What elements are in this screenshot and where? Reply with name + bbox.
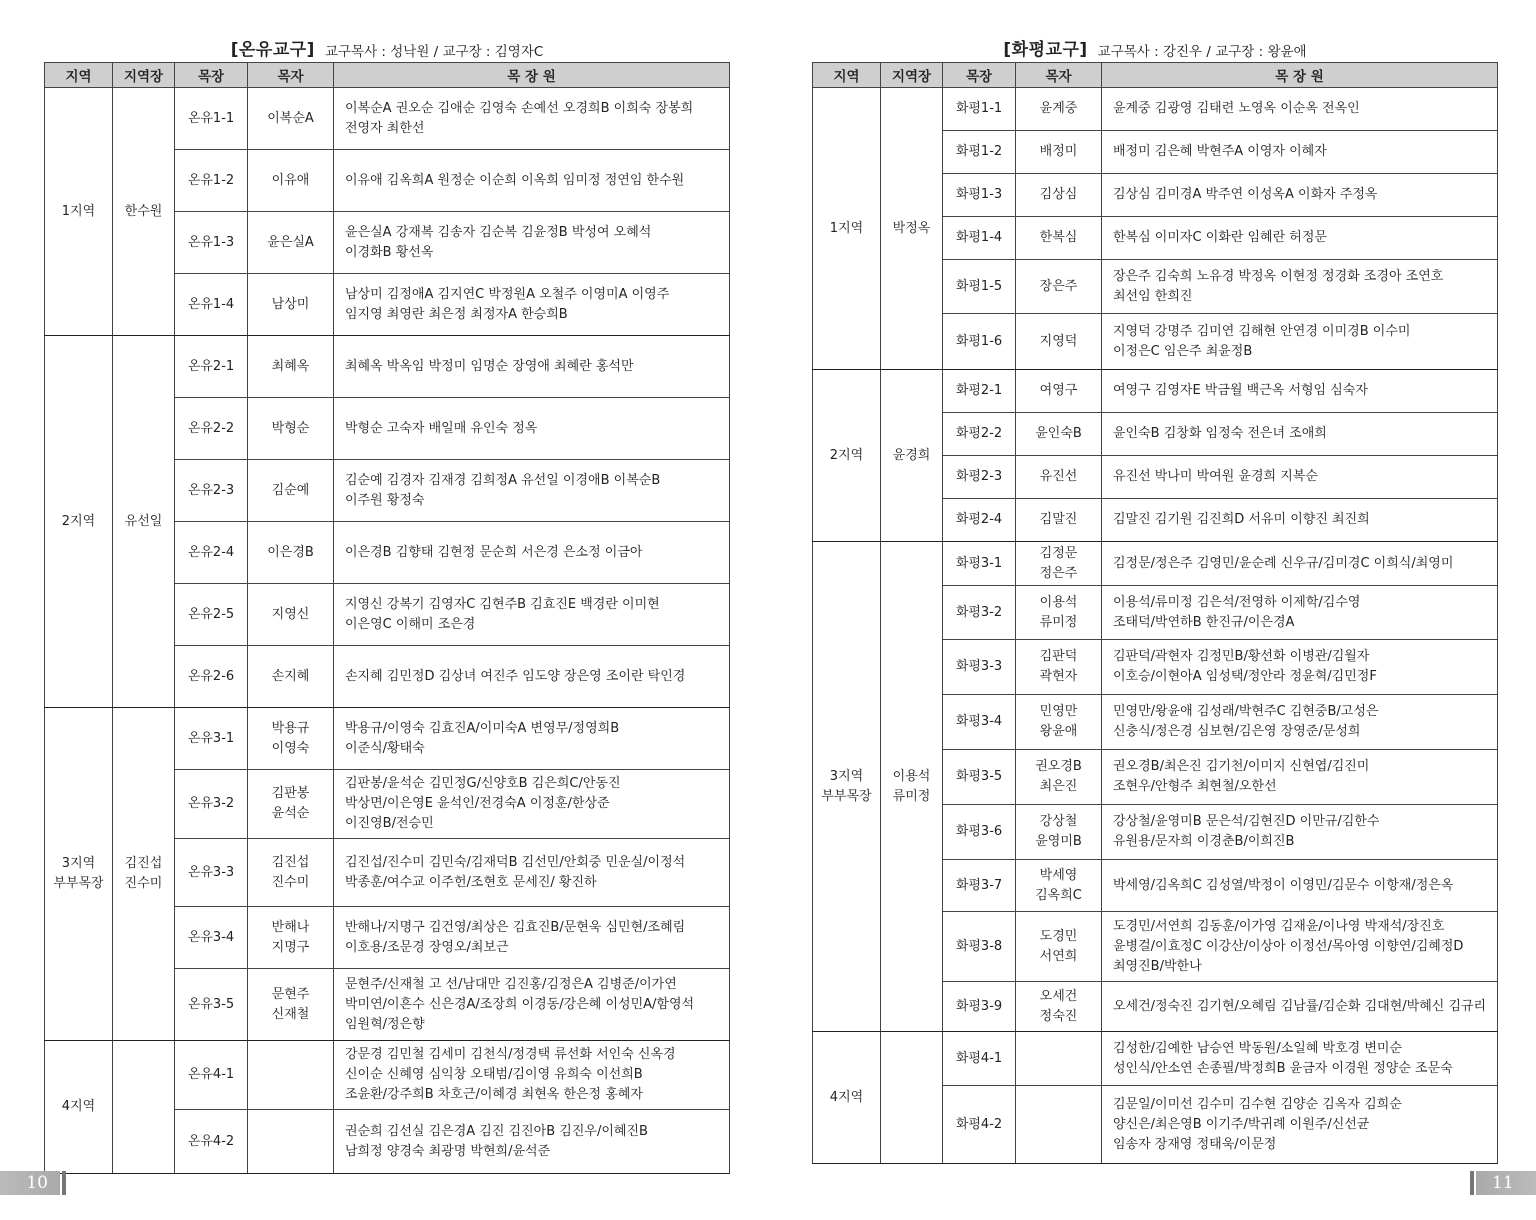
table-row	[813, 542, 1498, 586]
cell-pastor: 강상철 윤영미B	[1016, 805, 1102, 860]
cell-name: 온유3-3	[175, 839, 248, 907]
cell-name: 화평1-6	[943, 314, 1016, 370]
district-leaders: 교구목사 : 강진우 / 교구장 : 왕윤애	[1097, 44, 1307, 60]
area-leader	[113, 1041, 175, 1174]
cell-pastor: 유진선	[1016, 456, 1102, 499]
cell-pastor: 문현주 신재철	[248, 969, 334, 1041]
cell-name: 온유2-3	[175, 460, 248, 522]
cell-pastor: 반해나 지명구	[248, 907, 334, 969]
district-leaders: 교구목사 : 성낙원 / 교구장 : 김영자C	[324, 44, 544, 60]
cell-members: 강문경 김민철 김세미 김천식/정경택 류선화 서인숙 신옥경 신이순 신혜영 심익창 오태범/김이영 유희숙 이선희B 조윤환/강주희B 차호근/이혜경 최현옥 한은정 홍혜자	[334, 1041, 730, 1110]
cell-name: 화평4-2	[943, 1086, 1016, 1164]
page-number-right: 11	[1476, 1171, 1536, 1195]
cell-name: 온유3-1	[175, 708, 248, 770]
cell-members: 민영만/왕윤애 김성래/박현주C 김현중B/고성은 신충식/정은경 심보현/김은영 장영준/문성희	[1102, 695, 1498, 750]
header-area: 지역	[45, 63, 113, 88]
cell-members: 이은경B 김향태 김현정 문순희 서은경 은소정 이금아	[334, 522, 730, 584]
cell-name: 온유2-2	[175, 398, 248, 460]
cell-pastor: 김순예	[248, 460, 334, 522]
cell-members: 김말진 김기원 김진희D 서유미 이향진 최진희	[1102, 499, 1498, 542]
cell-members: 한복심 이미자C 이화란 임혜란 허정문	[1102, 217, 1498, 260]
cell-name: 화평3-2	[943, 586, 1016, 640]
cell-members: 윤은실A 강재복 김송자 김순복 김윤정B 박성여 오혜석 이경화B 황선옥	[334, 212, 730, 274]
cell-members: 최혜옥 박옥임 박정미 임명순 장영애 최혜란 홍석만	[334, 336, 730, 398]
cell-pastor	[1016, 1032, 1102, 1086]
cell-pastor: 지영덕	[1016, 314, 1102, 370]
cell-name: 온유2-4	[175, 522, 248, 584]
cell-name: 온유1-3	[175, 212, 248, 274]
table-row	[45, 88, 730, 150]
cell-name: 화평1-1	[943, 88, 1016, 131]
cell-pastor: 배정미	[1016, 131, 1102, 174]
page-number-left: 10	[0, 1171, 60, 1195]
cell-name: 온유4-1	[175, 1041, 248, 1110]
cell-members: 남상미 김정애A 김지연C 박정원A 오철주 이영미A 이영주 임지영 최영란 최은정 최정자A 한승희B	[334, 274, 730, 336]
cell-members: 이복순A 권오순 김애순 김영숙 손예선 오경희B 이희숙 장봉희 전영자 최한선	[334, 88, 730, 150]
cell-pastor: 여영구	[1016, 370, 1102, 413]
header-pastor: 목자	[248, 63, 334, 88]
cell-name: 화평1-3	[943, 174, 1016, 217]
area-leader	[881, 1032, 943, 1164]
area-leader: 한수원	[113, 88, 175, 336]
cell-pastor: 손지혜	[248, 646, 334, 708]
header-cell: 목장	[943, 63, 1016, 88]
cell-name: 온유2-1	[175, 336, 248, 398]
area-leader: 유선일	[113, 336, 175, 708]
table-row	[813, 88, 1498, 131]
cell-name: 온유2-5	[175, 584, 248, 646]
cell-members: 김진섭/진수미 김민숙/김재덕B 김선민/안회중 민운실/이정석 박종훈/여수교 이주헌/조현호 문세진/ 황진하	[334, 839, 730, 907]
cell-pastor: 이복순A	[248, 88, 334, 150]
cell-name: 화평2-4	[943, 499, 1016, 542]
cell-members: 오세건/정숙진 김기현/오혜림 김남률/김순화 김대현/박혜신 김규리	[1102, 982, 1498, 1032]
cell-name: 화평4-1	[943, 1032, 1016, 1086]
cell-pastor	[248, 1041, 334, 1110]
cell-members: 윤계중 김광영 김태련 노영옥 이순옥 전옥인	[1102, 88, 1498, 131]
cell-members: 박형순 고숙자 배일매 유인숙 정옥	[334, 398, 730, 460]
cell-name: 화평3-3	[943, 640, 1016, 695]
cell-table-onyu	[44, 62, 730, 1174]
area-name: 1지역	[45, 88, 113, 336]
cell-members: 지영덕 강명주 김미연 김해현 안연경 이미경B 이수미 이정은C 임은주 최윤정B	[1102, 314, 1498, 370]
cell-members: 손지혜 김민정D 김상녀 여진주 임도양 장은영 조이란 탁인경	[334, 646, 730, 708]
table-row	[45, 336, 730, 398]
cell-name: 화평2-1	[943, 370, 1016, 413]
cell-members: 배정미 김은혜 박현주A 이영자 이혜자	[1102, 131, 1498, 174]
cell-name: 화평3-5	[943, 750, 1016, 805]
area-leader: 윤경희	[881, 370, 943, 542]
cell-table-hwapyeong	[812, 62, 1498, 1164]
cell-pastor: 김판봉 윤석순	[248, 770, 334, 839]
cell-pastor: 박형순	[248, 398, 334, 460]
cell-pastor: 박용규 이영숙	[248, 708, 334, 770]
cell-pastor: 김정문 정은주	[1016, 542, 1102, 586]
table-row	[813, 370, 1498, 413]
cell-name: 온유3-5	[175, 969, 248, 1041]
area-name: 2지역	[45, 336, 113, 708]
cell-members: 권오경B/최은진 김기천/이미지 신현엽/김진미 조현우/안형주 최현철/오한선	[1102, 750, 1498, 805]
cell-pastor: 이은경B	[248, 522, 334, 584]
cell-pastor: 권오경B 최은진	[1016, 750, 1102, 805]
cell-pastor: 윤은실A	[248, 212, 334, 274]
area-leader: 김진섭 진수미	[113, 708, 175, 1041]
cell-members: 김판덕/곽현자 김정민B/황선화 이병관/김월자 이호승/이현아A 임성택/정안라 정윤혁/김민정F	[1102, 640, 1498, 695]
cell-name: 화평1-5	[943, 260, 1016, 314]
cell-members: 유진선 박나미 박여원 윤경희 지복순	[1102, 456, 1498, 499]
cell-members: 김성한/김예한 남승연 박동원/소일혜 박호경 변미순 성인식/안소연 손종필/박정희B 윤금자 이경원 정양순 조문숙	[1102, 1032, 1498, 1086]
cell-pastor: 박세영 김옥희C	[1016, 860, 1102, 912]
cell-pastor: 김상심	[1016, 174, 1102, 217]
area-name: 4지역	[45, 1041, 113, 1174]
district-heading	[812, 0, 1498, 62]
header-area-leader: 지역장	[113, 63, 175, 88]
cell-pastor: 윤계중	[1016, 88, 1102, 131]
cell-pastor	[1016, 1086, 1102, 1164]
cell-name: 온유1-4	[175, 274, 248, 336]
table-row	[813, 1032, 1498, 1086]
cell-pastor: 남상미	[248, 274, 334, 336]
cell-name: 온유3-4	[175, 907, 248, 969]
cell-pastor: 이용석 류미정	[1016, 586, 1102, 640]
cell-pastor: 김말진	[1016, 499, 1102, 542]
cell-members: 장은주 김숙희 노유경 박정옥 이현정 정경화 조경아 조연호 최선임 한희진	[1102, 260, 1498, 314]
header-cell: 목장	[175, 63, 248, 88]
cell-pastor: 민영만 왕윤애	[1016, 695, 1102, 750]
cell-name: 화평2-2	[943, 413, 1016, 456]
cell-name: 화평2-3	[943, 456, 1016, 499]
cell-members: 여영구 김영자E 박금월 백근옥 서형임 심숙자	[1102, 370, 1498, 413]
cell-name: 화평3-4	[943, 695, 1016, 750]
cell-members: 문현주/신재철 고 선/남대만 김진홍/김정은A 김병준/이가연 박미연/이흔수 신은경A/조장희 이경동/강은혜 이성민A/함영석 임원혁/정은향	[334, 969, 730, 1041]
cell-members: 김정문/정은주 김영민/윤순례 신우규/김미경C 이희식/최영미	[1102, 542, 1498, 586]
cell-members: 박용규/이영숙 김효진A/이미숙A 변영무/정영희B 이준식/황태숙	[334, 708, 730, 770]
cell-name: 온유4-2	[175, 1110, 248, 1174]
area-name: 4지역	[813, 1032, 881, 1164]
district-title: [ 화평교구 ]	[1003, 35, 1087, 60]
header-area: 지역	[813, 63, 881, 88]
header-pastor: 목자	[1016, 63, 1102, 88]
cell-members: 윤인숙B 김창화 임정숙 전은녀 조애희	[1102, 413, 1498, 456]
cell-members: 김순예 김경자 김재경 김희정A 유선일 이경애B 이복순B 이주원 황정숙	[334, 460, 730, 522]
cell-name: 온유2-6	[175, 646, 248, 708]
district-heading	[44, 0, 730, 62]
table-row	[45, 1041, 730, 1110]
cell-pastor: 오세건 정숙진	[1016, 982, 1102, 1032]
cell-pastor: 장은주	[1016, 260, 1102, 314]
cell-name: 온유1-2	[175, 150, 248, 212]
right-page	[812, 0, 1498, 1164]
table-header-row	[813, 63, 1498, 88]
cell-pastor: 이유애	[248, 150, 334, 212]
cell-members: 도경민/서연희 김동훈/이가영 김재윤/이나영 박재석/장진호 윤병걸/이효정C 이강산/이상아 이정선/목아영 이향연/김혜정D 최영진B/박한나	[1102, 912, 1498, 982]
cell-members: 지영신 강복기 김영자C 김현주B 김효진E 백경란 이미현 이은영C 이해미 조은경	[334, 584, 730, 646]
cell-members: 강상철/윤영미B 문은석/김현진D 이만규/김한수 유원용/문자희 이경춘B/이희진B	[1102, 805, 1498, 860]
cell-pastor	[248, 1110, 334, 1174]
cell-pastor: 지영신	[248, 584, 334, 646]
header-area-leader: 지역장	[881, 63, 943, 88]
area-name: 3지역 부부목장	[813, 542, 881, 1032]
cell-pastor: 최혜옥	[248, 336, 334, 398]
cell-members: 박세영/김옥희C 김성열/박정이 이영민/김문수 이항재/정은옥	[1102, 860, 1498, 912]
district-title: [ 온유교구 ]	[231, 35, 315, 60]
header-members: 목 장 원	[334, 63, 730, 88]
cell-pastor: 윤인숙B	[1016, 413, 1102, 456]
cell-name: 화평3-1	[943, 542, 1016, 586]
cell-name: 화평3-6	[943, 805, 1016, 860]
cell-name: 화평1-2	[943, 131, 1016, 174]
cell-name: 화평3-7	[943, 860, 1016, 912]
cell-members: 김판봉/윤석순 김민정G/신양호B 김은희C/안동진 박상면/이은영E 윤석인/전경숙A 이정훈/한상준 이진영B/전승민	[334, 770, 730, 839]
cell-name: 화평3-8	[943, 912, 1016, 982]
cell-pastor: 김판덕 곽현자	[1016, 640, 1102, 695]
cell-members: 반해나/지명구 김건영/최상은 김효진B/문현욱 심민현/조혜림 이호용/조문경 장영오/최보근	[334, 907, 730, 969]
cell-name: 화평3-9	[943, 982, 1016, 1032]
cell-name: 온유3-2	[175, 770, 248, 839]
cell-name: 온유1-1	[175, 88, 248, 150]
cell-members: 김문일/이미선 김수미 김수현 김양순 김옥자 김희순 양신은/최은영B 이기주/박귀례 이원주/신선균 임송자 장재영 정태욱/이문정	[1102, 1086, 1498, 1164]
table-row	[45, 708, 730, 770]
cell-pastor: 한복심	[1016, 217, 1102, 260]
cell-members: 권순희 김선실 김은경A 김진 김진아B 김진우/이혜진B 남희정 양경숙 최광명 박현희/윤석준	[334, 1110, 730, 1174]
cell-pastor: 김진섭 진수미	[248, 839, 334, 907]
cell-members: 이용석/류미정 김은석/전영하 이제학/김수영 조태덕/박연하B 한진규/이은경A	[1102, 586, 1498, 640]
cell-members: 이유애 김옥희A 원정순 이순희 이옥희 임미정 정연임 한수원	[334, 150, 730, 212]
area-leader: 박정옥	[881, 88, 943, 370]
header-members: 목 장 원	[1102, 63, 1498, 88]
left-page	[44, 0, 730, 1174]
area-name: 2지역	[813, 370, 881, 542]
cell-name: 화평1-4	[943, 217, 1016, 260]
table-header-row	[45, 63, 730, 88]
cell-members: 김상심 김미경A 박주연 이성옥A 이화자 주정옥	[1102, 174, 1498, 217]
area-name: 3지역 부부목장	[45, 708, 113, 1041]
area-leader: 이용석 류미정	[881, 542, 943, 1032]
cell-pastor: 도경민 서연희	[1016, 912, 1102, 982]
area-name: 1지역	[813, 88, 881, 370]
